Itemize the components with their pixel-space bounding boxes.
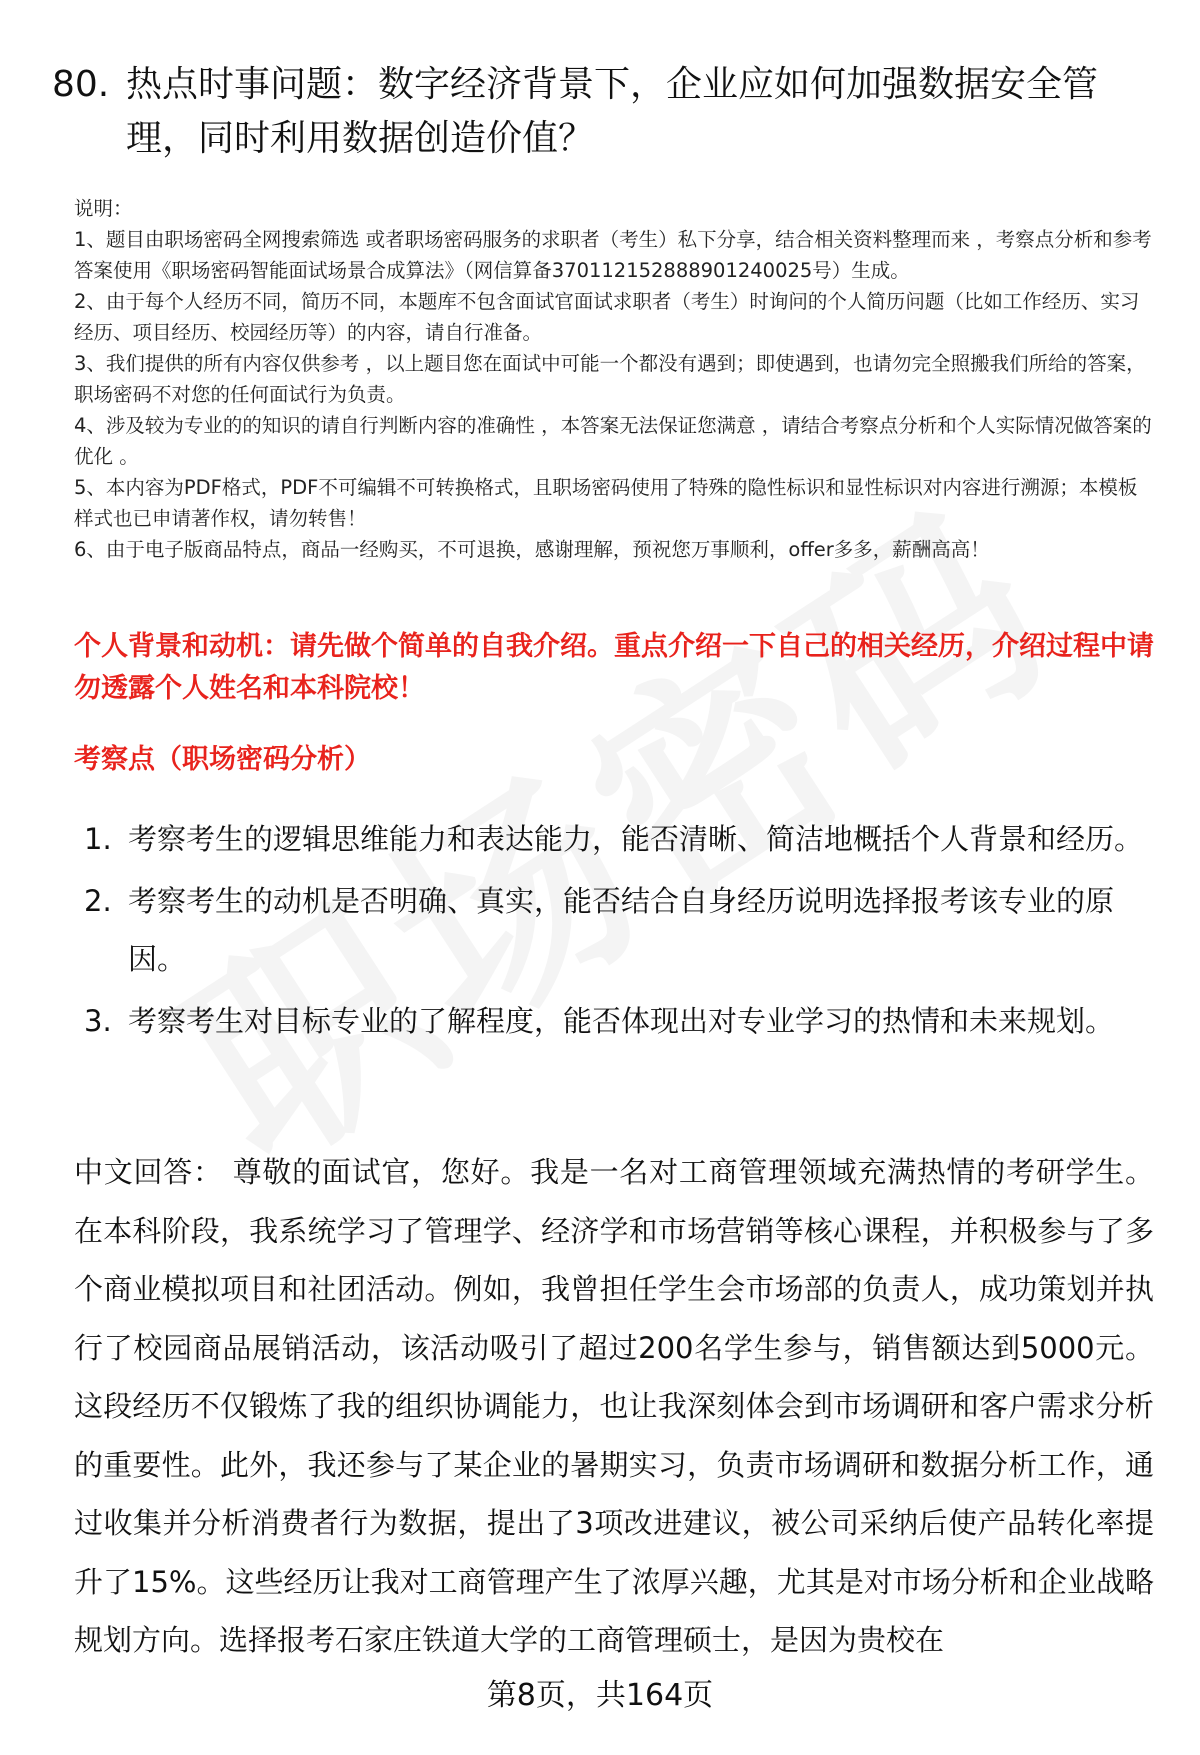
question-text: 热点时事问题：数字经济背景下，企业应如何加强数据安全管理，同时利用数据创造价值？ xyxy=(126,64,1099,159)
note-item: 3、我们提供的所有内容仅供参考 ，以上题目您在面试中可能一个都没有遇到；即使遇到，也请勿完全照搬我们所给的答案，职场密码不对您的任何面试行为负责。 xyxy=(74,352,1146,406)
question-title xyxy=(52,58,1132,166)
answer-text: 尊敬的面试官，您好。我是一名对工商管理领域充满热情的考研学生。在本科阶段，我系统学习了管理学、经济学和市场营销等核心课程，并积极参与了多个商业模拟项目和社团活动。例如，我曾担任学生会市场部的负责人，成功策划并执行了校园商品展销活动，该活动吸引了超过200名学生参与，销售额达到5000元。这段经历不仅锻炼了我的组织协调能力，也让我深刻体会到市场调研和客户需求分析的重要性。此外，我还参与了某企业的暑期实习，负责市场调研和数据分析工作，通过收集并分析消费者行为数据，提出了3项改进建议，被公司采纳后使产品转化率提升了15%。这些经历让我对工商管理产生了浓厚兴趣，尤其是对市场分析和企业战略规划方向。选择报考石家庄铁道大学的工商管理硕士，是因为贵校在 xyxy=(74,1155,1154,1657)
notes-heading: 说明： xyxy=(74,197,133,220)
list-item-number: 3. xyxy=(84,1004,112,1038)
list-item-text: 考察考生的逻辑思维能力和表达能力，能否清晰、简洁地概括个人背景和经历。 xyxy=(128,822,1144,856)
section-heading: 个人背景和动机：请先做个简单的自我介绍。重点介绍一下自己的相关经历，介绍过程中请勿透露个人姓名和本科院校！ xyxy=(74,631,1154,704)
list-item-number: 1. xyxy=(84,822,112,856)
list-item xyxy=(84,872,1154,988)
list-item xyxy=(84,992,1154,1050)
note-item: 1、题目由职场密码全网搜索筛选 或者职场密码服务的求职者（考生）私下分享，结合相关资料整理而来 ，考察点分析和参考答案使用《职场密码智能面试场景合成算法》（网信算备370112152888901240025号）生成。 xyxy=(74,228,1152,282)
analysis-points xyxy=(84,810,1154,1054)
list-item xyxy=(84,810,1154,868)
list-item-number: 2. xyxy=(84,884,112,918)
answer-label: 中文回答： xyxy=(74,1155,223,1189)
answer-paragraph xyxy=(74,1143,1154,1670)
note-item: 5、本内容为PDF格式，PDF不可编辑不可转换格式，且职场密码使用了特殊的隐性标识和显性标识对内容进行溯源；本模板样式也已申请著作权，请勿转售！ xyxy=(74,476,1138,530)
question-number: 80. xyxy=(52,64,110,105)
notes-block xyxy=(74,193,1154,565)
note-item: 4、涉及较为专业的的知识的请自行判断内容的准确性 ，本答案无法保证您满意 ，请结合考察点分析和个人实际情况做答案的优化 。 xyxy=(74,414,1152,468)
list-item-text: 考察考生对目标专业的了解程度，能否体现出对专业学习的热情和未来规划。 xyxy=(128,1004,1115,1038)
page-footer: 第8页，共164页 xyxy=(486,1678,714,1713)
list-item-text: 考察考生的动机是否明确、真实，能否结合自身经历说明选择报考该专业的原因。 xyxy=(128,884,1115,976)
note-item: 2、由于每个人经历不同，简历不同，本题库不包含面试官面试求职者（考生）时询问的个人简历问题（比如工作经历、实习经历、项目经历、校园经历等）的内容，请自行准备。 xyxy=(74,290,1140,344)
note-item: 6、由于电子版商品特点，商品一经购买，不可退换，感谢理解，预祝您万事顺利，offer多多，薪酬高高！ xyxy=(74,538,990,561)
analysis-title: 考察点（职场密码分析） xyxy=(74,744,371,775)
